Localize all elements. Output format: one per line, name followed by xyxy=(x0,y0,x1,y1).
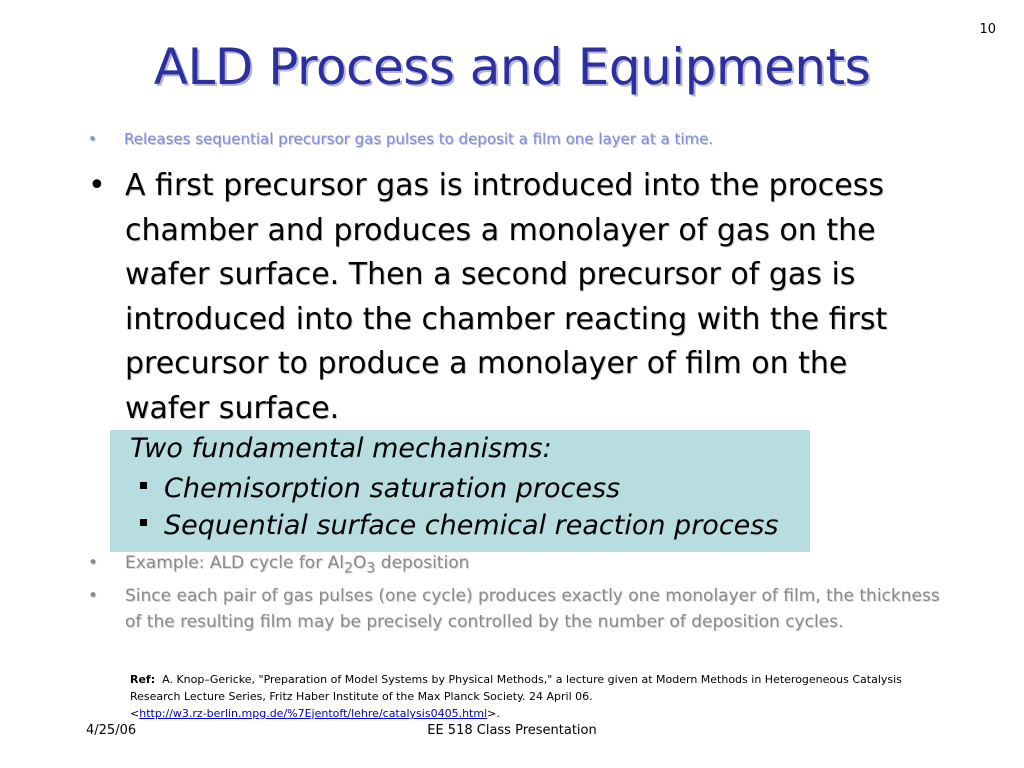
bullet-dot-icon: • xyxy=(88,553,99,573)
example-subscript-o: 3 xyxy=(366,560,376,577)
mechanism-item-text: Chemisorption saturation process xyxy=(164,473,621,504)
mechanisms-box xyxy=(110,430,810,552)
mechanisms-title: Two fundamental mechanisms: xyxy=(130,433,552,464)
main-bullet-text: A first precursor gas is introduced into the process chamber and produces a monolayer of gas on the wafer surface. Then a second precursor of gas is introduced into the chamber reacting with the first precursor to produce a monolayer of film on the wafer surface. xyxy=(125,168,888,426)
square-bullet-icon xyxy=(140,519,147,526)
reference-label: Ref: xyxy=(130,673,156,686)
example-suffix: deposition xyxy=(375,553,470,573)
mechanism-item-text: Sequential surface chemical reaction process xyxy=(164,510,779,541)
intro-bullet-text: Releases sequential precursor gas pulses to deposit a film one layer at a time. xyxy=(124,130,714,148)
reference xyxy=(130,671,940,722)
mechanism-item xyxy=(140,473,620,504)
reference-text: A. Knop–Gericke, "Preparation of Model Systems by Physical Methods," a lecture given at Modern Methods in Heterogeneous Catalysis Research Lecture Series, Fritz Haber Institute of the Max Planck Society. 24 April 06. xyxy=(130,673,902,703)
footer-date: 4/25/06 xyxy=(86,723,137,738)
bullet-dot-icon: • xyxy=(88,586,99,606)
example-oxygen: O xyxy=(352,553,367,573)
monolayer-bullet-text: Since each pair of gas pulses (one cycle) produces exactly one monolayer of film, the thickness of the resulting film may be precisely controlled by the number of deposition cycles. xyxy=(125,586,940,632)
bullet-dot-icon: • xyxy=(88,168,106,203)
square-bullet-icon xyxy=(140,482,147,489)
example-subscript-al: 2 xyxy=(343,560,353,577)
reference-open: < xyxy=(130,707,140,720)
footer-title: EE 518 Class Presentation xyxy=(427,723,597,738)
mechanism-item xyxy=(140,510,778,541)
intro-bullet xyxy=(88,130,713,148)
bullet-dot-icon: • xyxy=(88,130,97,148)
slide-title: ALD Process and Equipments xyxy=(153,38,871,96)
example-prefix: Example: ALD cycle for Al xyxy=(125,553,344,573)
monolayer-bullet xyxy=(88,583,948,635)
reference-close: >. xyxy=(487,707,500,720)
slide-number: 10 xyxy=(979,22,996,37)
example-bullet xyxy=(88,553,469,576)
reference-link[interactable]: http://w3.rz-berlin.mpg.de/%7Ejentoft/lehre/catalysis0405.html xyxy=(139,707,488,720)
main-bullet xyxy=(88,164,928,431)
